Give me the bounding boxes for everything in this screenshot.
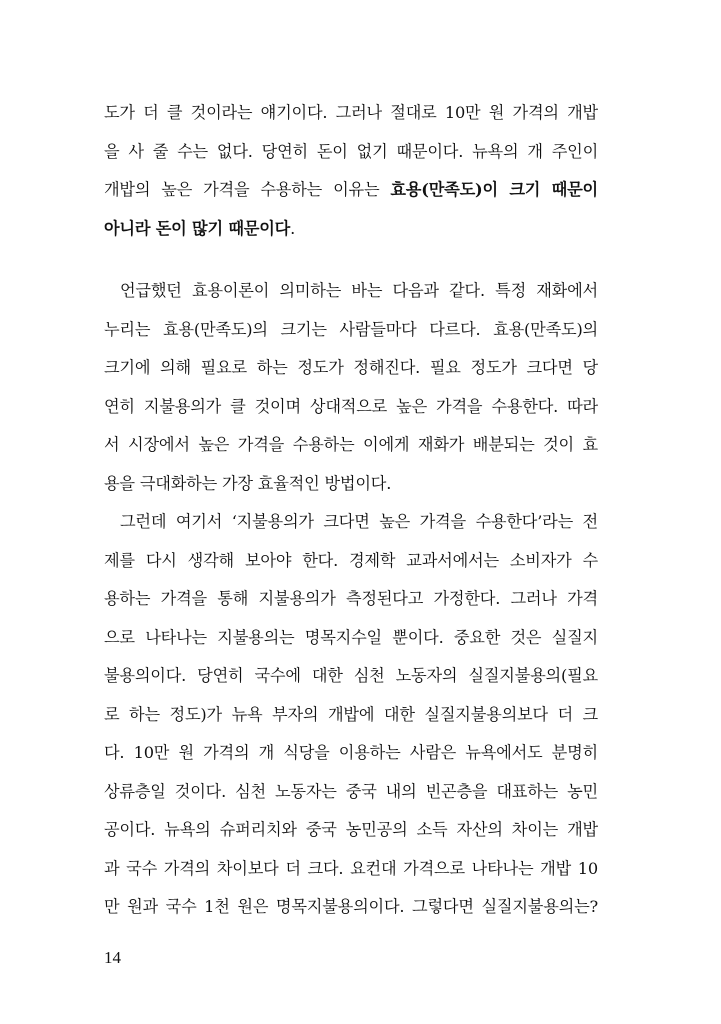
text-line: 공이다. 뉴욕의 슈퍼리치와 중국 농민공의 소득 자산의 차이는 개밥 (104, 820, 598, 839)
text-line: 서 시장에서 높은 가격을 수용하는 이에게 재화가 배분되는 것이 효 (104, 435, 598, 454)
text-line (104, 171, 598, 210)
text-line: 크기에 의해 필요로 하는 정도가 정해진다. 필요 정도가 크다면 당 (104, 358, 598, 377)
text-line: 도가 더 클 것이라는 얘기이다. 그러나 절대로 10만 원 가격의 개밥 (104, 103, 598, 122)
page-number: 14 (104, 948, 121, 967)
text-line: 불용의이다. 당연히 국수에 대한 심천 노동자의 실질지불용의(필요 (104, 666, 598, 685)
text-run: . (290, 218, 296, 238)
text-line (104, 210, 598, 249)
text-line: 연히 지불용의가 클 것이며 상대적으로 높은 가격을 수용한다. 따라 (104, 396, 598, 416)
text-line: 용하는 가격을 통해 지불용의가 측정된다고 가정한다. 그러나 가격 (104, 589, 598, 608)
text-line: 누리는 효용(만족도)의 크기는 사람들마다 다르다. 효용(만족도)의 (104, 319, 598, 339)
text-line: 으로 나타나는 지불용의는 명목지수일 뿐이다. 중요한 것은 실질지 (104, 627, 598, 647)
text-line: 과 국수 가격의 차이보다 더 크다. 요컨대 가격으로 나타나는 개밥 10 (104, 858, 598, 878)
text-line: 만 원과 국수 1천 원은 명목지불용의이다. 그렇다면 실질지불용의는? (104, 897, 598, 916)
text-line: 용을 극대화하는 가장 효율적인 방법이다. (104, 473, 392, 493)
paragraph-1 (104, 94, 598, 248)
text-line: 상류층일 것이다. 심천 노동자는 중국 내의 빈곤층을 대표하는 농민 (104, 781, 598, 801)
text-line: 언급했던 효용이론이 의미하는 바는 다음과 같다. 특정 재화에서 (120, 281, 598, 300)
text-line: 그런데 여기서 ‘지불용의가 크다면 높은 가격을 수용한다’라는 전 (120, 512, 598, 531)
bold-emphasis: 효용(만족도)이 크기 때문이 (390, 180, 598, 199)
paragraph-2 (104, 272, 598, 927)
text-line: 다. 10만 원 가격의 개 식당을 이용하는 사람은 뉴욕에서도 분명히 (104, 743, 598, 762)
text-line: 을 사 줄 수는 없다. 당연히 돈이 없기 때문이다. 뉴욕의 개 주인이 (104, 141, 598, 161)
text-run: 개밥의 높은 가격을 수용하는 이유는 (104, 180, 391, 199)
text-line: 제를 다시 생각해 보아야 한다. 경제학 교과서에서는 소비자가 수 (104, 550, 598, 570)
bold-emphasis: 아니라 돈이 많기 때문이다 (104, 218, 291, 238)
text-line: 로 하는 정도)가 뉴욕 부자의 개밥에 대한 실질지불용의보다 더 크 (104, 704, 598, 724)
